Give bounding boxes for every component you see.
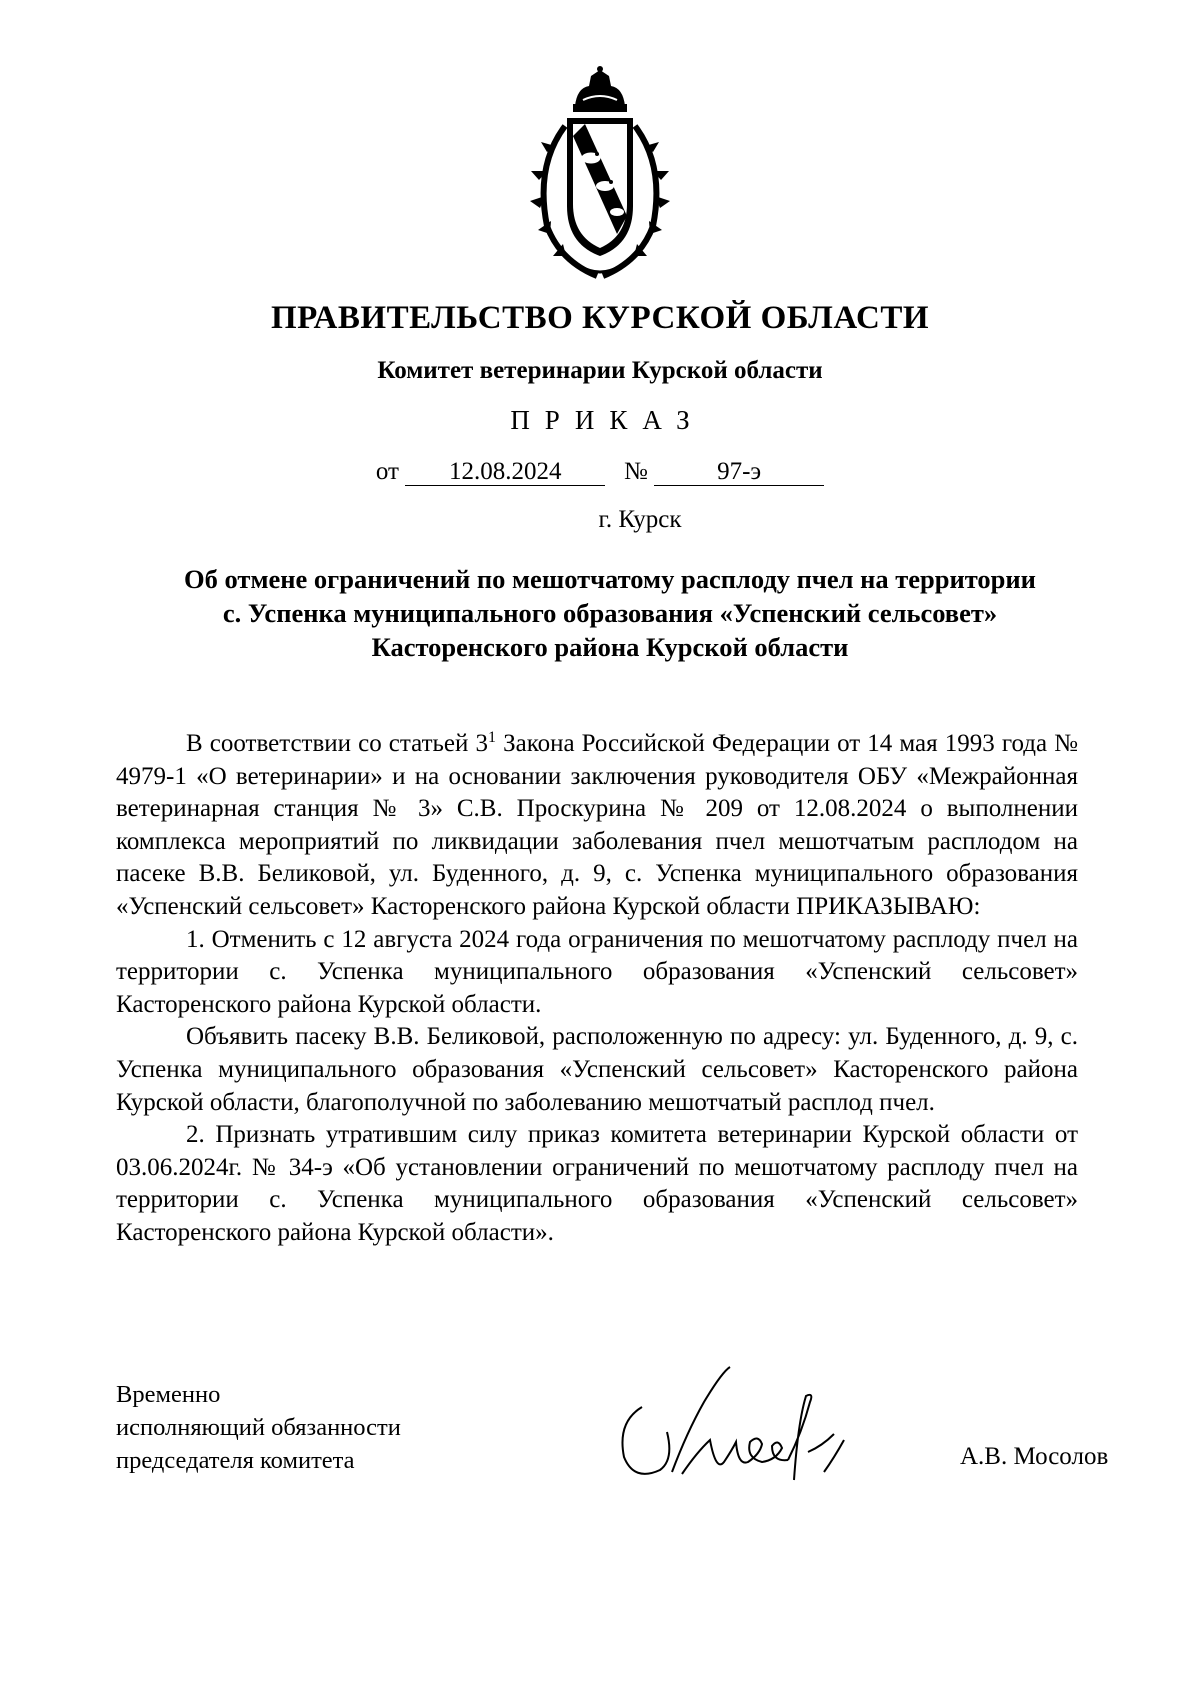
preamble-text-rest: Закона Российской Федерации от 14 мая 1993 года № 4979-1 «О ветеринарии» и на основании заключения руководителя ОБУ «Межрайонная ветеринарная станция № 3» С.В. Проскурина № 209 от 12.08.2024 о выполнении комплекса мероприятий по ликвидации заболевания пчел мешотчатым расплодом на пасеке В.В. Беликовой, ул. Буденного, д. 9, с. Успенка муниципального образования «Успенский сельсовет» Касторенского района Курской области ПРИКАЗЫВАЮ: [116,730,1078,920]
government-heading: ПРАВИТЕЛЬСТВО КУРСКОЙ ОБЛАСТИ [270,300,930,336]
number-prefix: № [624,458,648,485]
order-title [130,562,1090,664]
title-line-1: Об отмене ограничений по мешотчатому расплоду пчел на территории [184,564,1036,594]
signatory-line-3: председателя комитета [116,1447,355,1474]
order-date: 12.08.2024 [405,459,605,486]
date-prefix: от [375,458,399,485]
document-type: ПРИКАЗ [510,405,705,435]
preamble-text-start: В соответствии со статьей 3 [186,730,488,757]
date-number-line [0,458,1200,486]
coat-of-arms-icon [525,66,675,281]
title-line-3: Касторенского района Курской области [371,632,849,662]
city: г. Курск [598,506,682,533]
clause-1-declaration-paragraph: Объявить пасеку В.В. Беликовой, расположенную по адресу: ул. Буденного, д. 9, с. Успенка муниципального образования «Успенский сельсовет» Касторенского района Курской области, благополучной по заболеванию мешотчатый расплод пчел. [116,1023,1078,1116]
article-superscript: 1 [487,729,496,746]
clause-2-paragraph: 2. Признать утратившим силу приказ комитета ветеринарии Курской области от 03.06.2024г. № 34-э «Об установлении ограничений по мешотчатому расплоду пчел на территории с. Успенка муниципального образования «Успенский сельсовет» Касторенского района Курской области». [116,1121,1078,1246]
preamble-paragraph [116,728,1078,924]
signatory-line-2: исполняющий обязанности [116,1414,401,1441]
signature-icon [612,1362,872,1492]
signatory-line-1: Временно [116,1381,221,1408]
committee-heading: Комитет ветеринарии Курской области [377,357,823,384]
order-body [116,728,1078,1250]
clause-1-paragraph: 1. Отменить с 12 августа 2024 года ограничения по мешотчатому расплоду пчел на территории с. Успенка муниципального образования «Успенский сельсовет» Касторенского района Курской области. [116,925,1078,1018]
title-line-2: с. Успенка муниципального образования «Успенский сельсовет» [222,598,998,628]
order-number: 97-э [654,459,824,486]
signatory-name: А.В. Мосолов [960,1443,1109,1470]
signatory-position [116,1378,401,1477]
